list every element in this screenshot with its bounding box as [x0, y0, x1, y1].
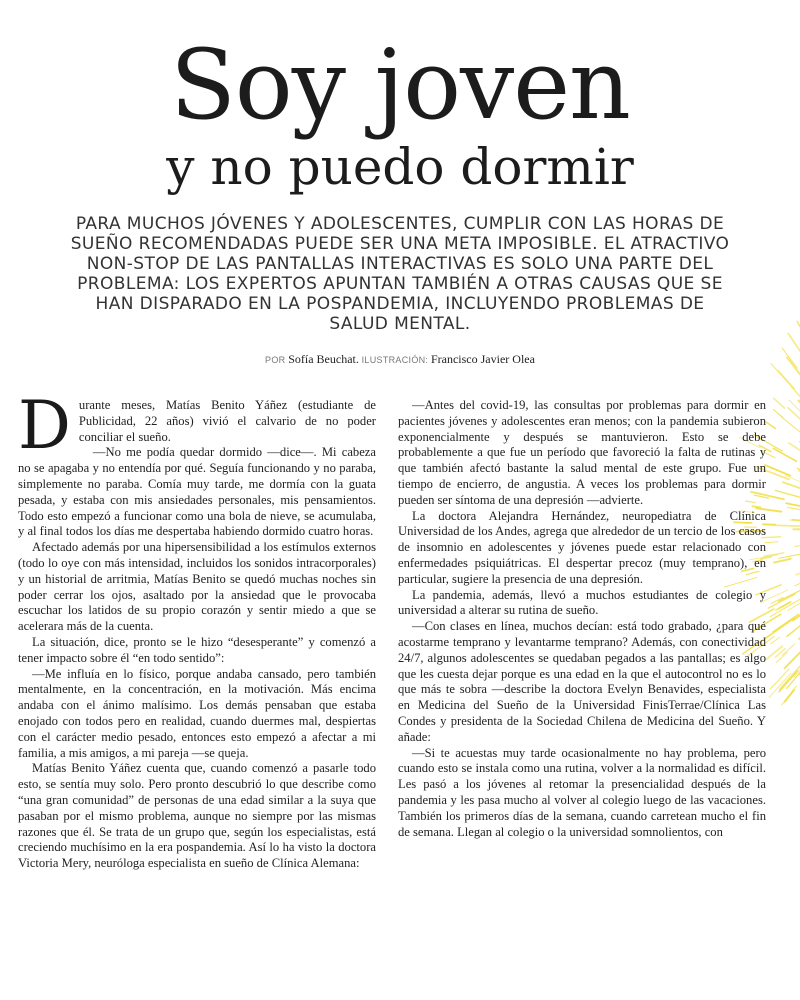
sun-ray	[788, 334, 800, 356]
drop-cap: D	[18, 387, 71, 464]
sun-ray	[783, 482, 800, 492]
article-deck: PARA MUCHOS JÓVENES Y ADOLESCENTES, CUMPLIR CON LAS HORAS DE SUEÑO RECOMENDADAS PUEDE SER UNA META IMPOSIBLE. EL ATRACTIVO NON-STOP DE LAS PANTALLAS INTERACTIVAS ES SOLO UNA PARTE DEL PROBLEMA: LOS EXPERTOS APUNTAN TAMBIÉN A OTRAS CAUSAS QUE SE HAN DISPARADO EN LA POSPANDEMIA, INCLUYENDO PROBLEMAS DE SALUD MENTAL.	[70, 214, 730, 334]
byline-author: Sofía Beuchat.	[288, 352, 359, 366]
paragraph: —Me influía en lo físico, porque andaba cansado, pero también mentalmente, en la concentración, en la motivación. Más encima andaba con el ánimo malísimo. Los demás pensaban que estaba enojado con todos pero en realidad, cuando duermes mal, despiertas con el carácter medio pesado, entonces esto empezó a afectar a mi familia, a mis amigos, a mi pareja —se queja.	[18, 666, 376, 760]
sun-ray	[766, 422, 775, 429]
sun-ray	[785, 690, 794, 702]
byline-illustrator: Francisco Javier Olea	[430, 352, 535, 366]
sun-ray	[776, 525, 800, 526]
paragraph: La doctora Alejandra Hernández, neuropediatra de Clínica Universidad de los Andes, agrega que alrededor de un tercio de los casos de insomnio en adolescentes y jóvenes puede estar relacionado con enfermedades psiquiátricas. El despertar precoz (muy temprano), en particular, sugiere la presencia de una depresión.	[398, 508, 766, 586]
sun-ray	[771, 364, 790, 385]
sun-ray	[782, 417, 800, 436]
sun-ray	[774, 559, 791, 563]
article-column-2	[398, 398, 766, 840]
sun-ray	[789, 443, 800, 451]
sun-ray	[765, 542, 778, 543]
sun-ray	[778, 370, 794, 388]
paragraph: —Antes del covid-19, las consultas por problemas para dormir en pacientes jóvenes y adolescentes eran menos; con la pandemia subieron exponencialmente y después se mantuvieron. Esto se debe probablemente a que fue un período que favoreció la falta de rutinas y que también afectó bastante la salud mental de este grupo. Fue un tiempo de encierro, de angustia. A veces los problemas para dormir pueden ser síntoma de una depresión —advierte.	[398, 398, 766, 507]
sun-ray	[774, 398, 785, 408]
sun-ray	[778, 589, 800, 602]
paragraph: Matías Benito Yáñez cuenta que, cuando comenzó a pasarle todo esto, se sentía muy solo. Pero pronto descubrió lo que describe como “una gran comunidad” de personas de una edad similar a la suya que pasaban por el mismo problema, aunque no siempre por las mismas razones que él. Se trata de un grupo que, según los especialistas, está creciendo muchísimo en la era pospandemia. Así lo ha visto la doctora Victoria Mery, neuróloga especialista en sueño de Clínica Alemana:	[18, 761, 376, 871]
paragraph: La pandemia, además, llevó a muchos estudiantes de colegio y universidad a alterar su rutina de sueño.	[398, 587, 766, 618]
paragraph: —Si te acuestas muy tarde ocasionalmente no hay problema, pero cuando esto se instala como una rutina, volver a la normalidad es difícil. Les pasó a los jóvenes al retomar la presencialidad después de la pandemia y les pasa mucho al volver al colegio luego de las vacaciones. También los primeros días de la semana, cuando carretean mucho el fin de semana. Llegan al colegio o la universidad somnolientos, con	[398, 745, 766, 839]
paragraph: —Con clases en línea, muchos decían: está todo grabado, ¿para qué acostarme temprano y levantarme temprano? Además, con conectividad 24/7, algunos adolescentes se quedaban pegados a las pantallas; es algo que les cuesta dejar porque es una edad en la que el autocontrol no es lo que más te sobra —describe la doctora Evelyn Benavides, especialista en Medicina del Sueño de la Universidad FinisTerrae/Clínica Las Condes y presidenta de la Sociedad Chilena de Medicina del Sueño. Y añade:	[398, 619, 766, 744]
sun-ray	[795, 543, 800, 546]
sun-ray	[776, 652, 787, 662]
byline-por-label: POR	[265, 355, 286, 365]
byline	[0, 352, 800, 367]
headline-sub: y no puedo dormir	[166, 138, 634, 196]
sun-ray	[790, 520, 800, 522]
sun-ray	[775, 491, 799, 498]
byline-illustration-label: ILUSTRACIÓN:	[361, 355, 429, 365]
sun-ray	[796, 570, 800, 575]
paragraph-text: urante meses, Matías Benito Yáñez (estudiante de Publicidad, 22 años) vivió el calvario de no poder conciliar el sueño.	[78, 398, 376, 444]
paragraph: —No me podía quedar dormido —dice—. Mi cabeza no se apagaba y no entendía por qué. Seguía funcionando y no paraba, simplemente no paraba. Comía muy tarde, me dormía con la guata pesada, y estaba con mis ansiedades personales, mis pensamientos. Todo esto empezó a funcionar como una bola de nieve, se acumulaba, y al final todos los días me despertaba habiendo dormido cuatro horas.	[18, 445, 376, 539]
article-column-1	[18, 387, 376, 872]
headline-main: Soy joven	[170, 29, 630, 141]
paragraph: Afectado además por una hipersensibilidad a los estímulos externos (todo lo oye con más intensidad, incluidos los sonidos intracorporales) y un historial de arritmia, Matías Benito se quedó muchas noches sin poder cerrar los ojos, asaltado por la ansiedad que le provocaba escuchar los latidos de su propio corazón y sentir miedo a que se acelerara más de la cuenta.	[18, 540, 376, 634]
sun-ray	[782, 348, 797, 368]
sun-ray	[788, 508, 800, 513]
paragraph	[18, 387, 376, 464]
sun-ray	[769, 673, 791, 697]
sun-ray	[774, 410, 783, 418]
sun-ray	[773, 448, 796, 461]
paragraph: La situación, dice, pronto se le hizo “desesperante” y comenzó a tener impacto sobre él “en todo sentido”:	[18, 634, 376, 665]
